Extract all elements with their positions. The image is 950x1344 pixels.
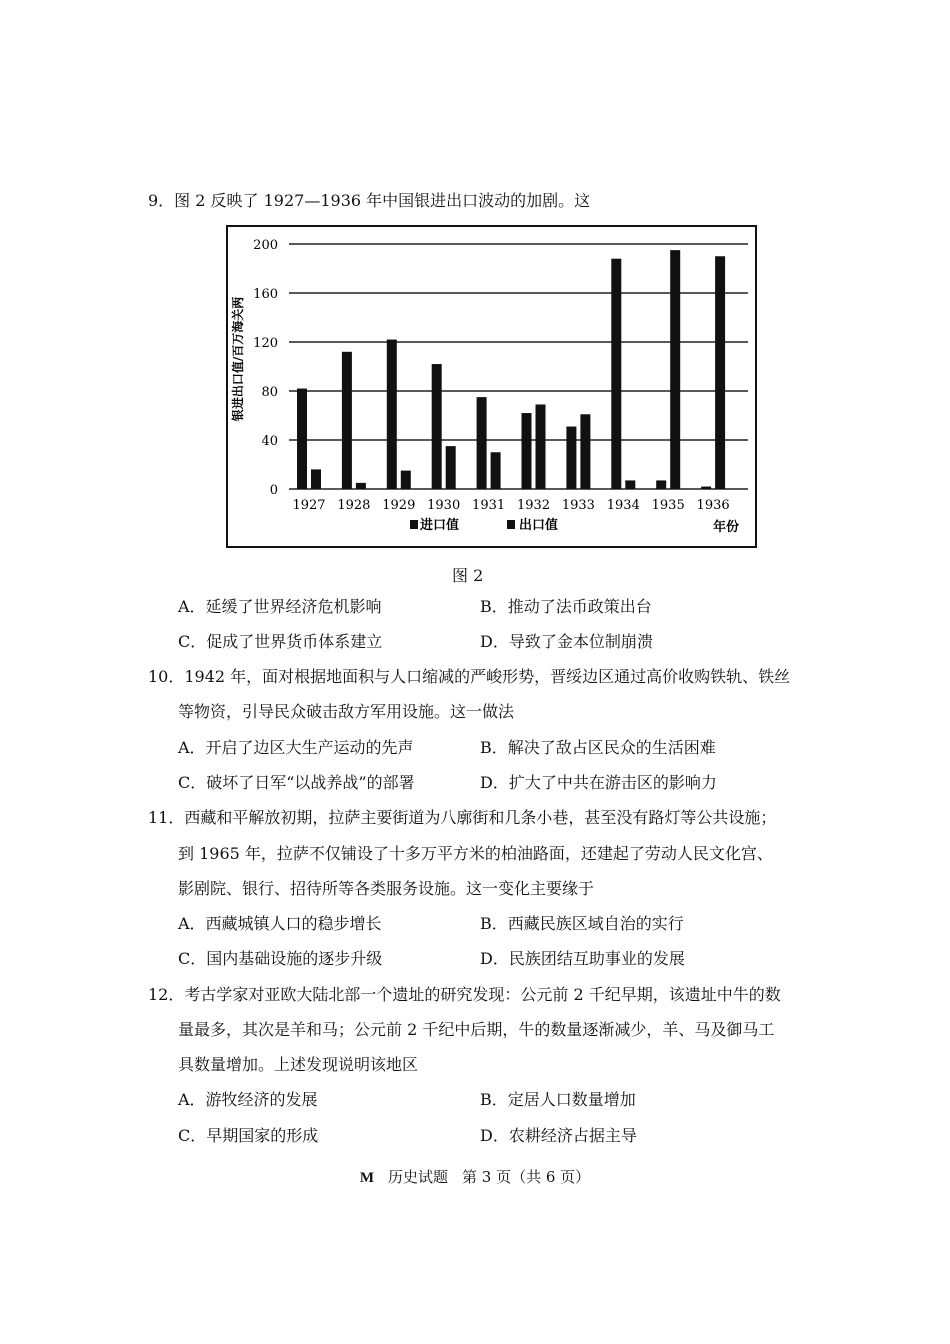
figure-caption: 图 2	[452, 566, 484, 585]
q9-option-a: A．延缓了世界经济危机影响	[178, 597, 382, 616]
bar-export-1931	[491, 452, 501, 489]
q11-option-a: A．西藏城镇人口的稳步增长	[178, 914, 382, 933]
y-tick-label: 200	[253, 238, 278, 253]
bar-export-1929	[401, 471, 411, 489]
x-tick-label: 1932	[516, 498, 551, 513]
x-tick-label: 1930	[427, 498, 461, 513]
q11-option-c: C．国内基础设施的逐步升级	[178, 949, 383, 968]
legend-import-label: 进口值	[420, 518, 460, 533]
legend-import-swatch	[410, 520, 418, 529]
chart-ylabel: 银进出口值/百万海关两	[231, 296, 245, 422]
chart-xlabel: 年份	[712, 520, 740, 535]
q10-stem-line1: 10．1942 年，面对根据地面积与人口缩减的严峻形势，晋绥边区通过高价收购铁轨、铁丝	[148, 667, 791, 686]
q9-option-b: B．推动了法币政策出台	[480, 597, 652, 616]
q10-option-a: A．开启了边区大生产运动的先声	[178, 738, 414, 757]
y-tick-label: 120	[253, 336, 278, 351]
x-tick-label: 1935	[651, 498, 685, 513]
x-tick-label: 1936	[696, 498, 730, 513]
x-tick-label: 1934	[606, 498, 640, 513]
q10-option-d: D．扩大了中共在游击区的影响力	[480, 773, 717, 792]
bar-import-1935	[656, 480, 666, 489]
legend-export-swatch	[507, 520, 515, 529]
q10-option-b: B．解决了敌占区民众的生活困难	[480, 738, 716, 757]
bar-import-1934	[611, 259, 621, 489]
q12-stem-line2: 量最多，其次是羊和马；公元前 2 千纪中后期，牛的数量逐渐减少，羊、马及御马工	[178, 1020, 775, 1039]
bar-import-1928	[342, 352, 352, 489]
bar-import-1931	[477, 397, 487, 489]
bar-import-1932	[522, 413, 532, 489]
q12-option-d: D．农耕经济占据主导	[480, 1126, 637, 1145]
q9-stem: 9．图 2 反映了 1927—1936 年中国银进出口波动的加剧。这	[148, 191, 591, 210]
bar-import-1929	[387, 340, 397, 489]
y-tick-label: 160	[253, 287, 278, 302]
bar-export-1928	[356, 483, 366, 489]
q11-stem-line2: 到 1965 年，拉萨不仅铺设了十多万平方米的柏油路面，还建起了劳动人民文化宫、	[178, 844, 773, 863]
y-tick-label: 0	[269, 483, 278, 498]
y-tick-label: 40	[261, 434, 278, 449]
x-tick-label: 1928	[337, 498, 371, 513]
bar-export-1933	[580, 414, 590, 489]
q9-option-d: D．导致了金本位制崩溃	[480, 632, 653, 651]
silver-trade-chart	[226, 225, 757, 548]
footer-subject: 历史试题	[387, 1168, 448, 1186]
legend-export-label: 出口值	[519, 518, 559, 533]
q12-option-c: C．早期国家的形成	[178, 1126, 319, 1145]
q11-stem-line3: 影剧院、银行、招待所等各类服务设施。这一变化主要缘于	[178, 879, 595, 898]
bar-import-1933	[566, 427, 576, 489]
q9-option-c: C．促成了世界货币体系建立	[178, 632, 383, 651]
bar-import-1930	[432, 364, 442, 489]
x-tick-label: 1929	[382, 498, 416, 513]
q12-stem-line3: 具数量增加。上述发现说明该地区	[178, 1055, 419, 1074]
bar-export-1934	[625, 480, 635, 489]
bar-export-1927	[311, 469, 321, 489]
q10-stem-line2: 等物资，引导民众破击敌方军用设施。这一做法	[178, 702, 515, 721]
q12-option-b: B．定居人口数量增加	[480, 1090, 636, 1109]
x-tick-label: 1927	[292, 498, 326, 513]
q12-option-a: A．游牧经济的发展	[178, 1090, 318, 1109]
q11-option-d: D．民族团结互助事业的发展	[480, 949, 685, 968]
bar-import-1927	[297, 389, 307, 489]
bar-export-1935	[670, 250, 680, 489]
bar-export-1930	[446, 446, 456, 489]
y-tick-label: 80	[261, 385, 278, 400]
q10-option-c: C．破坏了日军“以战养战”的部署	[178, 773, 415, 792]
footer-page: 第 3 页（共 6 页）	[462, 1168, 591, 1186]
x-tick-label: 1931	[472, 498, 506, 513]
footer-code: M	[359, 1170, 374, 1186]
bar-export-1932	[536, 404, 546, 489]
x-tick-label: 1933	[561, 498, 595, 513]
q12-stem-line1: 12．考古学家对亚欧大陆北部一个遗址的研究发现：公元前 2 千纪早期，该遗址中牛的数	[148, 985, 781, 1004]
q11-stem-line1: 11．西藏和平解放初期，拉萨主要街道为八廓街和几条小巷，甚至没有路灯等公共设施；	[148, 808, 777, 827]
page-footer	[0, 1166, 950, 1187]
bar-import-1936	[701, 487, 711, 489]
bar-export-1936	[715, 256, 725, 489]
chart-svg	[226, 225, 757, 548]
q11-option-b: B．西藏民族区域自治的实行	[480, 914, 684, 933]
